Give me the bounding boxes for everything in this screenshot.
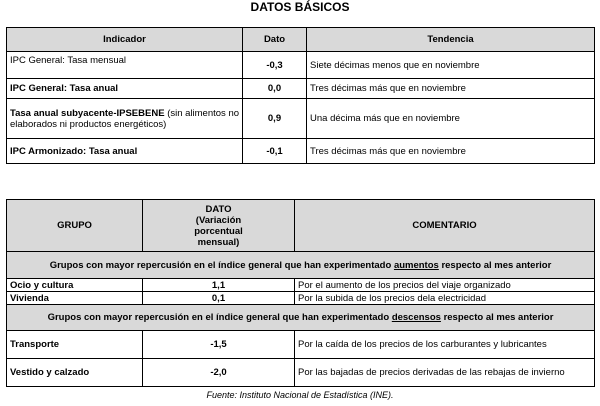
header-dato-line: DATO	[205, 203, 232, 215]
comment-cell: Por la subida de los precios dela electricidad	[295, 292, 595, 305]
header-dato-line: mensual)	[197, 236, 240, 248]
section-row-increases	[7, 252, 595, 279]
section-keyword: descensos	[391, 312, 441, 323]
section-row-decreases	[7, 305, 595, 331]
indicator-cell: IPC Armonizado: Tasa anual	[7, 139, 243, 164]
trend-cell: Una décima más que en noviembre	[307, 99, 595, 139]
header-comment: COMENTARIO	[295, 200, 595, 252]
value-cell: 1,1	[143, 279, 295, 292]
table-header-row	[7, 200, 595, 252]
value-cell: -2,0	[143, 359, 295, 387]
table-row	[7, 52, 595, 79]
table-row	[7, 99, 595, 139]
indicator-name: Tasa anual subyacente-IPSEBENE	[10, 107, 165, 119]
header-indicator: Indicador	[7, 28, 243, 52]
section-label	[7, 252, 595, 279]
page-title: DATOS BÁSICOS	[250, 0, 350, 14]
indicator-cell: IPC General: Tasa mensual	[7, 52, 243, 79]
source-note: Fuente: Instituto Nacional de Estadística (INE).	[206, 390, 394, 400]
section-text: respecto al mes anterior	[438, 259, 552, 271]
section-label	[7, 305, 595, 331]
table-header-row	[7, 28, 595, 52]
header-value: Dato	[243, 28, 307, 52]
group-cell: Vestido y calzado	[7, 359, 143, 387]
header-group: GRUPO	[7, 200, 143, 252]
indicator-cell: IPC General: Tasa anual	[7, 79, 243, 99]
value-cell: 0,1	[143, 292, 295, 305]
groups-table	[6, 199, 595, 387]
section-text: respecto al mes anterior	[440, 312, 554, 323]
header-dato-line: porcentual	[194, 225, 243, 237]
group-cell: Transporte	[7, 331, 143, 359]
table-row	[7, 359, 595, 387]
section-keyword: aumentos	[393, 259, 439, 271]
basic-data-table	[6, 27, 595, 164]
table-row	[7, 279, 595, 292]
value-cell: 0,9	[243, 99, 307, 139]
table-row	[7, 79, 595, 99]
section-text: Grupos con mayor repercusión en el índice general que han experimentado	[47, 312, 392, 323]
trend-cell: Siete décimas menos que en noviembre	[307, 52, 595, 79]
header-trend: Tendencia	[307, 28, 595, 52]
trend-cell: Tres décimas más que en noviembre	[307, 79, 595, 99]
comment-cell: Por el aumento de los precios del viaje organizado	[295, 279, 595, 292]
header-dato-line: (Variación	[195, 214, 242, 226]
table-row	[7, 292, 595, 305]
table-row	[7, 331, 595, 359]
header-dato	[143, 200, 295, 252]
section-text: Grupos con mayor repercusión en el índice general que han experimentado	[49, 259, 394, 271]
indicator-note: (sin alimentos no elaborados ni productos energéticos)	[10, 107, 240, 130]
group-cell: Vivienda	[7, 292, 143, 305]
table-row	[7, 139, 595, 164]
value-cell: -0,3	[243, 52, 307, 79]
trend-cell: Tres décimas más que en noviembre	[307, 139, 595, 164]
comment-cell: Por la caída de los precios de los carburantes y lubricantes	[295, 331, 595, 359]
group-cell: Ocio y cultura	[7, 279, 143, 292]
indicator-cell	[7, 99, 243, 139]
comment-cell: Por las bajadas de precios derivadas de las rebajas de invierno	[295, 359, 595, 387]
value-cell: 0,0	[243, 79, 307, 99]
value-cell: -1,5	[143, 331, 295, 359]
value-cell: -0,1	[243, 139, 307, 164]
